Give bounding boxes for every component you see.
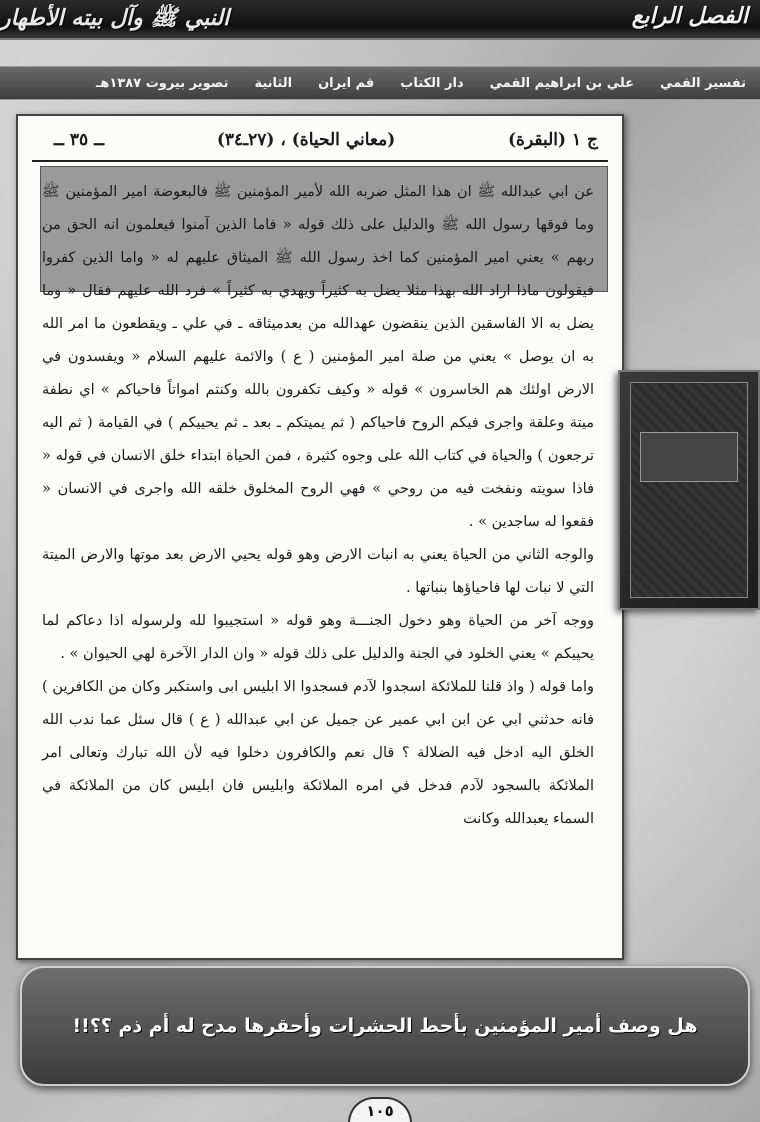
source-author: علي بن ابراهيم القمي [489, 75, 635, 91]
paragraph-4: واما قوله ( واذ قلنا للملائكة اسجدوا لآدم فسجدوا الا ابليس ابى واستكبر وكان من الكافرين ) فانه حدثني ابي عن ابن ابي عمير عن جميل عن ابي عبدالله ( ع ) قال سئل عما ندب الله الخلق اليه ادخل فيه الضلالة ؟ قال نعم والكافرون دخلوا فيه لأن الله تبارك وتعالى امر الملائكة بالسجود لآدم فدخل في امره الملائكة وابليس فان ابليس كان من الملائكة في السماء يعبدالله وكانت [42, 679, 594, 827]
book-cover-label [640, 432, 738, 482]
scan-header-volume: ج ١ (البقرة) [508, 130, 598, 150]
scan-header-topic: (معاني الحياة) ، (٢٧ـ٣٤) [216, 130, 396, 150]
book-cover-pattern [630, 382, 748, 598]
scan-body-text [42, 176, 594, 836]
book-cover-image [618, 370, 760, 610]
scan-page-header [54, 124, 598, 156]
header-divider [32, 160, 608, 162]
scan-header-page: ــ ٣٥ ــ [54, 130, 105, 150]
paragraph-3: ووجه آخر من الحياة وهو دخول الجنـــة وهو قوله « استجيبوا لله ولرسوله اذا دعاكم لما يحييكم » يعني الخلود في الجنة والدليل على ذلك قوله « وان الدار الآخرة لهي الحيوان » . [42, 613, 594, 662]
question-text: هل وصف أمير المؤمنين بأحط الحشرات وأحقرها مدح له أم ذم ؟؟!! [72, 1015, 698, 1037]
paragraph-1: عن ابي عبدالله ﷺ ان هذا المثل ضربه الله لأمير المؤمنين ﷺ فالبعوضة امير المؤمنين ﷺ وما فوقها رسول الله ﷺ والدليل على ذلك قوله « فاما الذين آمنوا فيعلمون انه الحق من ربهم » يعني امير المؤمنين كما اخذ رسول الله ﷺ الميثاق عليهم له « واما الذين كفروا فيقولون ماذا اراد الله بهذا مثلا يضل به كثيراً ويهدي به كثيراً » فرد الله عليهم فقال « وما يضل به الا الفاسقين الذين ينقضون عهدالله من بعدميثاقه ـ في علي ـ ويقطعون ما امر الله به ان يوصل » يعني من صلة امير المؤمنين ( ع ) والائمة عليهم السلام « ويفسدون في الارض اولئك هم الخاسرون » قوله « وكيف تكفرون بالله وكنتم امواتاً فاحياكم » اي نطفة ميتة وعلقة واجرى فيكم الروح فاحياكم ( ثم يميتكم ـ بعد ـ ثم يحييكم ) في القيامة ( ثم اليه ترجعون ) والحياة في كتاب الله على وجوه كثيرة ، فمن الحياة ابتداء خلق الانسان في قوله « فاذا سويته ونفخت فيه من روحي » فهي الروح المخلوق خلقه الله واجرى في الانسان « فقعوا له ساجدين » . [42, 184, 594, 530]
running-title: النبي ﷺ وآل بيته الأطهار [0, 6, 230, 31]
scanned-book-page [16, 114, 624, 960]
source-book-title: تفسير القمي [660, 75, 746, 91]
page-number: ١٠٥ [366, 1102, 394, 1120]
source-publisher: دار الكتاب [400, 75, 464, 91]
question-banner [20, 966, 750, 1086]
paragraph-2: والوجه الثاني من الحياة يعني به انبات الارض وهو قوله يحيي الارض بعد موتها والارض الميتة التي لا نبات لها فاحياؤها بنباتها . [42, 547, 594, 596]
page-number-tab [348, 1097, 412, 1122]
source-place: قم ايران [318, 75, 375, 91]
source-print-info: تصوير بيروت ١٣٨٧هـ [95, 75, 229, 91]
top-banner [0, 0, 760, 40]
chapter-title: الفصل الرابع [631, 4, 748, 29]
source-edition: الثانية [254, 75, 293, 91]
source-citation-bar [0, 66, 760, 100]
